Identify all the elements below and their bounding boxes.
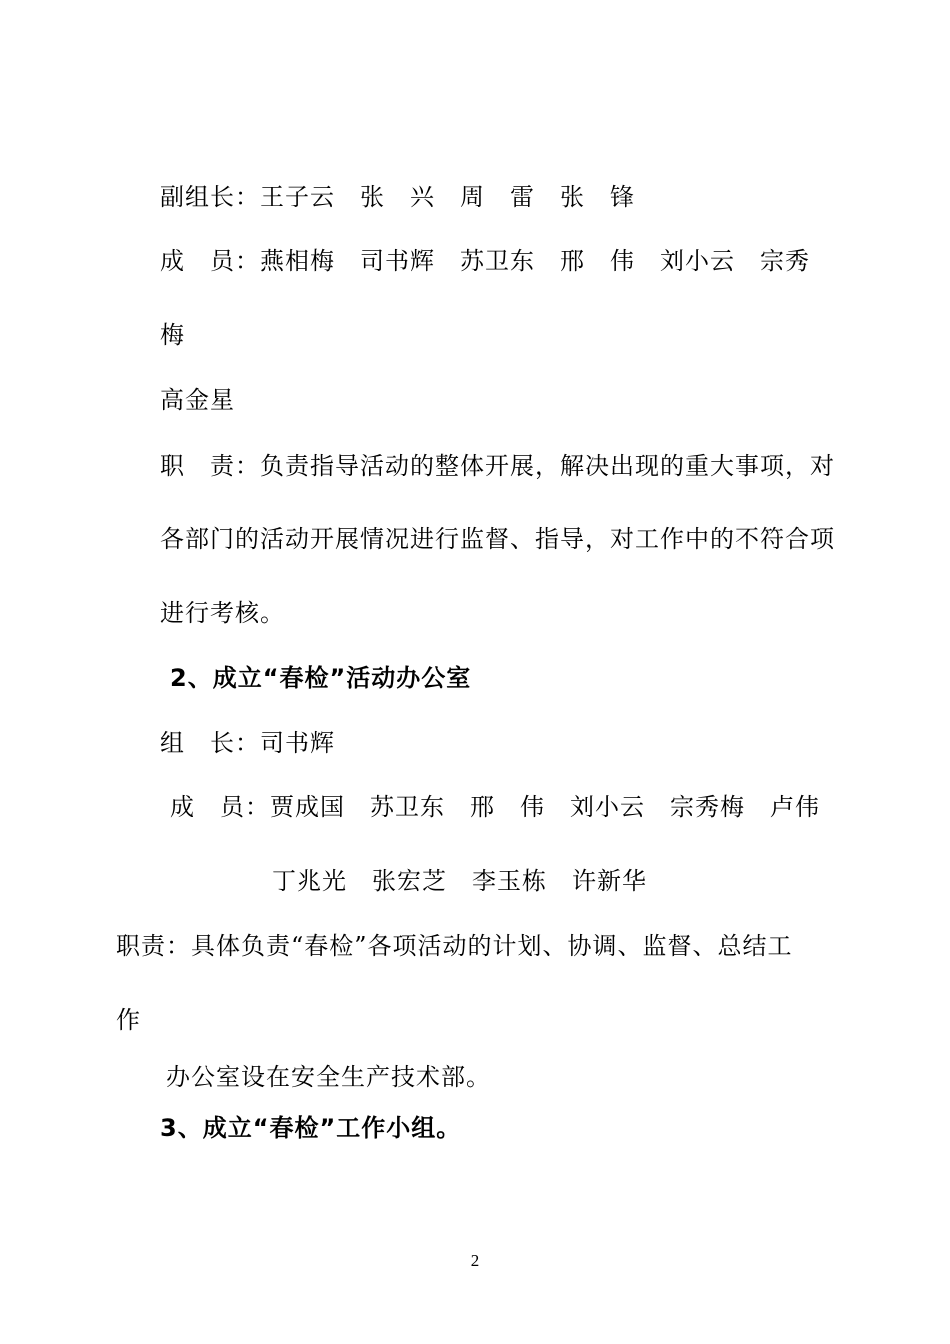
duty-paragraph-line-1: 职 责：负责指导活动的整体开展，解决出现的重大事项，对: [160, 452, 835, 480]
office-duty-line-1: 职责：具体负责“春检”各项活动的计划、协调、监督、总结工: [116, 932, 793, 960]
section-heading-3: 3、成立“春检”工作小组。: [160, 1114, 462, 1142]
page-number: 2: [470, 1251, 480, 1270]
office-location-line: 办公室设在安全生产技术部。: [166, 1063, 491, 1091]
deputy-leader-line: 副组长：王子云 张 兴 周 雷 张 锋: [160, 183, 635, 211]
office-members-line-1: 成 员：贾成国 苏卫东 邢 伟 刘小云 宗秀梅 卢伟: [170, 793, 820, 821]
duty-paragraph-line-3: 进行考核。: [160, 599, 285, 627]
section-heading-2: 2、成立“春检”活动办公室: [170, 664, 472, 692]
office-duty-line-2: 作: [116, 1006, 141, 1034]
members-line: 成 员：燕相梅 司书辉 苏卫东 邢 伟 刘小云 宗秀: [160, 247, 810, 275]
group-leader-line: 组 长：司书辉: [160, 729, 335, 757]
office-members-line-2: 丁兆光 张宏芝 李玉栋 许新华: [272, 867, 647, 895]
duty-paragraph-line-2: 各部门的活动开展情况进行监督、指导，对工作中的不符合项: [160, 525, 835, 553]
members-line-continued: 高金星: [160, 386, 235, 414]
members-line-wrap: 梅: [160, 321, 185, 349]
